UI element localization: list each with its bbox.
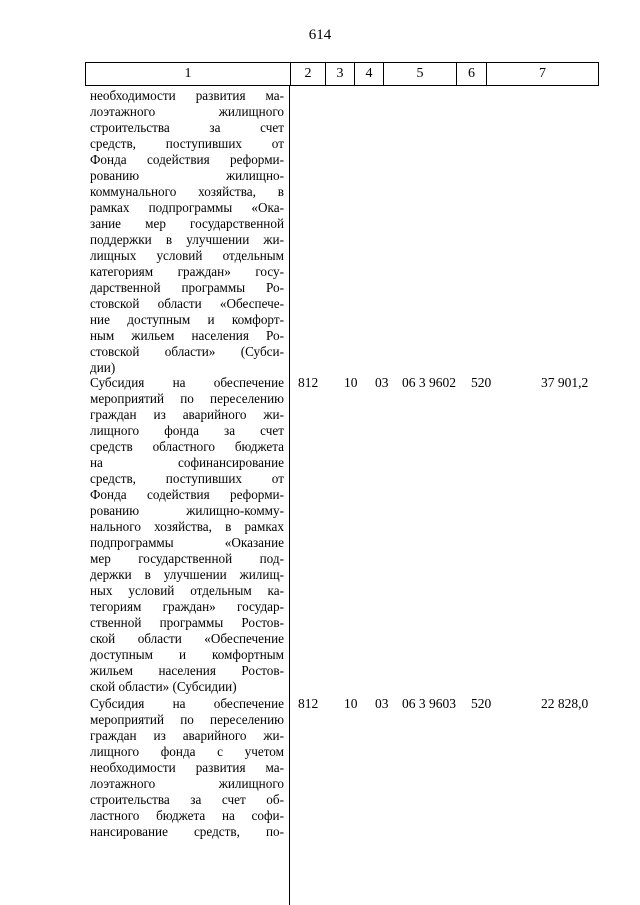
text-line: дарственной программы Ро-	[90, 280, 284, 295]
row-2-expense-type: 520	[471, 696, 492, 711]
header-col-7: 7	[486, 63, 598, 85]
text-line: мер государственной под-	[90, 551, 284, 566]
row-1-expense-type: 520	[471, 375, 492, 390]
text-line: Субсидия на обеспечение	[90, 375, 284, 390]
text-line: ным жильем населения Ро-	[90, 328, 284, 343]
header-col-6: 6	[456, 63, 486, 85]
row-1-ministry-code: 812	[298, 375, 319, 390]
text-line: доступным и комфортным	[90, 647, 284, 662]
text-line: нального хозяйства, в рамках	[90, 519, 284, 534]
text-line: средств областного бюджета	[90, 439, 284, 454]
row-1-target-article: 06 3 9602	[402, 375, 456, 390]
header-col-5: 5	[383, 63, 456, 85]
text-line: необходимости развития ма-	[90, 760, 284, 775]
text-line: средств, поступивших от	[90, 136, 284, 151]
text-line: мероприятий по переселению	[90, 391, 284, 406]
row-2-description	[90, 696, 284, 840]
text-line: ластного бюджета на софи-	[90, 808, 284, 823]
text-line: держки в улучшении жилищ-	[90, 567, 284, 582]
text-line: средств, поступивших от	[90, 471, 284, 486]
row-1-section-code: 10	[344, 375, 358, 390]
text-line: тегориям граждан» государ-	[90, 599, 284, 614]
text-line: нансирование средств, по-	[90, 824, 284, 839]
text-line: коммунального хозяйства, в	[90, 184, 284, 199]
text-line: Субсидия на обеспечение	[90, 696, 284, 711]
table-header	[85, 62, 599, 86]
page-number: 614	[308, 27, 332, 43]
row-2-subsection-code: 03	[375, 696, 389, 711]
text-line: граждан из аварийного жи-	[90, 407, 284, 422]
text-line: рамках подпрограммы «Ока-	[90, 200, 284, 215]
row-2-amount: 22 828,0	[541, 696, 589, 711]
text-line: подпрограммы «Оказание	[90, 535, 284, 550]
text-line: необходимости развития ма-	[90, 88, 284, 103]
text-line: стовской области» (Субси-	[90, 344, 284, 359]
row-1-amount: 37 901,2	[541, 375, 589, 390]
text-line: лоэтажного жилищного	[90, 776, 284, 791]
text-line: жильем населения Ростов-	[90, 663, 284, 678]
text-line: стовской области «Обеспече-	[90, 296, 284, 311]
text-line: поддержки в улучшении жи-	[90, 232, 284, 247]
text-line: Фонда содействия реформи-	[90, 152, 284, 167]
text-line: дии)	[90, 360, 116, 375]
text-line: ных условий отдельным ка-	[90, 583, 284, 598]
header-col-3: 3	[325, 63, 354, 85]
row-2-section-code: 10	[344, 696, 358, 711]
row-1-description	[90, 375, 284, 695]
text-line: лищных условий отдельным	[90, 248, 284, 263]
text-line: зание мер государственной	[90, 216, 284, 231]
text-line: ской области» (Субсидии)	[90, 679, 237, 694]
text-line: ние доступным и комфорт-	[90, 312, 284, 327]
header-col-4: 4	[354, 63, 383, 85]
text-line: строительства за счет	[90, 120, 284, 135]
header-col-2: 2	[290, 63, 325, 85]
text-line: лищного фонда с учетом	[90, 744, 284, 759]
text-line: рованию жилищно-	[90, 168, 284, 183]
text-line: ственной программы Ростов-	[90, 615, 284, 630]
text-line: на софинансирование	[90, 455, 284, 470]
text-line: граждан из аварийного жи-	[90, 728, 284, 743]
header-col-1: 1	[184, 66, 192, 81]
column-divider	[289, 86, 290, 905]
row-1-subsection-code: 03	[375, 375, 389, 390]
continued-description	[90, 88, 284, 376]
text-line: строительства за счет об-	[90, 792, 284, 807]
text-line: рованию жилищно-комму-	[90, 503, 284, 518]
text-line: категориям граждан» госу-	[90, 264, 284, 279]
text-line: ской области «Обеспечение	[90, 631, 284, 646]
text-line: мероприятий по переселению	[90, 712, 284, 727]
text-line: лищного фонда за счет	[90, 423, 284, 438]
row-2-target-article: 06 3 9603	[402, 696, 456, 711]
text-line: лоэтажного жилищного	[90, 104, 284, 119]
row-2-ministry-code: 812	[298, 696, 319, 711]
text-line: Фонда содействия реформи-	[90, 487, 284, 502]
